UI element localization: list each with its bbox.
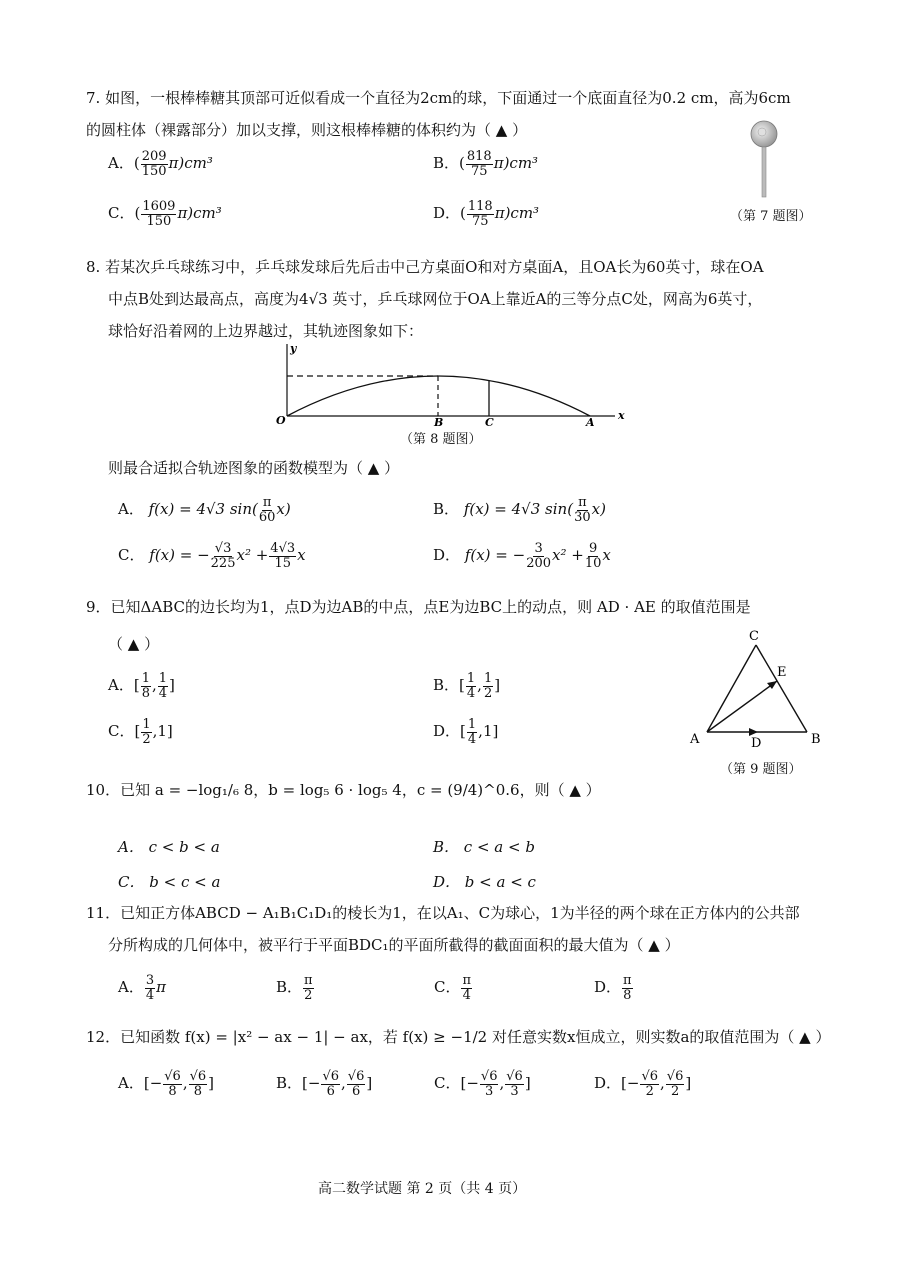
option-label: D． <box>433 546 461 565</box>
interval-end: ,1] <box>478 722 499 741</box>
option-label: B． <box>433 676 460 695</box>
option-label: B． <box>433 154 460 173</box>
fraction: $\frac{818}{75}$ <box>466 149 492 179</box>
q8-option-b <box>433 496 606 524</box>
option-label: D． <box>594 1074 622 1093</box>
q11-option-c <box>434 974 473 1002</box>
formula-part: f(x) = 4√3 sin( <box>463 500 574 519</box>
paren: ( <box>460 204 466 223</box>
side-ac <box>707 645 756 732</box>
q7-option-d <box>433 200 539 228</box>
q10-option-a: A． c < b < a <box>118 838 220 856</box>
fraction: $\frac{3}{4}$ <box>145 973 155 1003</box>
q11-option-d <box>594 974 634 1002</box>
q9-option-a: A．[ $\frac{1}{8}$ , $\frac{1}{4}$ ] <box>108 671 175 701</box>
fraction: $\frac{\pi}{8}$ <box>623 973 632 1003</box>
q9-option-c <box>108 718 173 746</box>
q8-option-c <box>118 542 306 570</box>
q9-option-b: B．[ $\frac{1}{4}$ , $\frac{1}{2}$ ] <box>433 671 501 701</box>
q8-option-a <box>118 496 291 524</box>
formula-part: x) <box>276 500 291 519</box>
q7-option-c <box>108 200 222 228</box>
option-label: A． <box>118 1074 144 1093</box>
point-a-label: A <box>586 416 595 428</box>
point-d-label: D <box>751 736 762 750</box>
formula-part: x) <box>591 500 606 519</box>
option-label: D． <box>433 722 461 741</box>
option-label: B． <box>276 978 303 997</box>
fraction: $\frac{3}{200}$ <box>526 541 552 571</box>
vector-ae <box>707 681 777 732</box>
fraction: $\frac{\pi}{2}$ <box>304 973 313 1003</box>
q8-option-d <box>433 542 611 570</box>
q7-figure-caption: （第 7 题图） <box>730 209 812 224</box>
point-c-label: C <box>485 416 494 428</box>
bracket: [ <box>460 722 466 741</box>
q11-stem-line1: 11．已知正方体ABCD − A₁B₁C₁D₁的棱长为1，在以A₁、C为球心，1为半径的两个球在正方体内的公共部 <box>86 904 800 922</box>
fraction: $\frac{√6}{8}$ <box>164 1069 181 1099</box>
fraction: $\frac{118}{75}$ <box>467 199 493 229</box>
pi: π <box>156 978 166 997</box>
q7-stem-line1: 7. 如图，一根棒棒糖其顶部可近似看成一个直径为2cm的球，下面通过一个底面直径为0.2 cm，高为6cm <box>86 89 791 107</box>
side-bc <box>756 645 807 732</box>
unit: π)cm³ <box>177 204 222 223</box>
bracket: [ <box>134 722 141 741</box>
fraction: $\frac{1}{4}$ <box>466 671 476 701</box>
point-o-label: O <box>276 414 286 427</box>
formula-part: f(x) = 4√3 sin( <box>148 500 258 519</box>
fraction: $\frac{\pi}{30}$ <box>574 495 591 525</box>
q10-option-d: D． b < a < c <box>433 873 536 891</box>
fraction: $\frac{1}{8}$ <box>141 671 150 701</box>
unit: π)cm³ <box>494 204 540 223</box>
q10-stem: 10．已知 a = −log₁/₆ 8，b = log₅ 6 · log₅ 4，c = (9/4)^0.6，则（ ▲ ） <box>86 781 601 799</box>
q12-stem: 12．已知函数 f(x) = |x² − ax − 1| − ax，若 f(x) ≥ −1/2 对任意实数x恒成立，则实数a的取值范围为（ ▲ ） <box>86 1028 831 1046</box>
option-label: B． <box>433 500 460 519</box>
q7-option-a <box>108 150 213 178</box>
q12-option-d: D．[− $\frac{√6}{2}$ , $\frac{√6}{2}$ ] <box>594 1069 692 1099</box>
bracket: ] <box>494 676 501 695</box>
q12-option-c: C．[− $\frac{√6}{3}$ , $\frac{√6}{3}$ ] <box>434 1069 531 1099</box>
unit: π)cm³ <box>168 154 213 173</box>
formula-part: x <box>602 546 611 565</box>
formula-part: x² + <box>236 546 269 565</box>
bracket: [ <box>459 676 465 695</box>
q11-option-a <box>118 974 166 1002</box>
option-label: A． <box>108 154 134 173</box>
unit: π)cm³ <box>493 154 539 173</box>
vertex-a-label: A <box>690 732 700 747</box>
vertex-c-label: C <box>749 629 759 644</box>
option-label: B． <box>276 1074 303 1093</box>
paren: ( <box>134 204 141 223</box>
fraction: $\frac{209}{150}$ <box>141 149 167 179</box>
formula-part: f(x) = − <box>464 546 526 565</box>
fraction: $\frac{1}{4}$ <box>467 717 477 747</box>
trajectory-graph <box>270 338 630 428</box>
q11-stem-line2: 分所构成的几何体中，被平行于平面BDC₁的平面所截得的截面面积的最大值为（ ▲ ） <box>108 936 680 954</box>
bracket: ] <box>169 676 175 695</box>
option-label: C． <box>118 546 145 565</box>
q8-stem-line1: 8. 若某次乒乓球练习中，乒乓球发球后先后击中己方桌面O和对方桌面A，且OA长为60英寸，球在OA <box>86 258 764 276</box>
bracket: [ <box>133 676 140 695</box>
paren: ( <box>459 154 465 173</box>
q11-option-b <box>276 974 315 1002</box>
q8-stem-line3: 球恰好沿着网的上边界越过，其轨迹图象如下： <box>108 322 424 340</box>
q9-stem-line2: （ ▲ ） <box>108 635 160 653</box>
point-e-label: E <box>777 665 787 680</box>
arrowhead-ad <box>749 728 758 736</box>
fraction: $\frac{√6}{3}$ <box>506 1069 523 1099</box>
q8-stem-line2: 中点B处到达最高点，高度为4√3 英寸，乒乓球网位于OA上靠近A的三等分点C处，网高为6英寸， <box>108 290 763 308</box>
point-b-label: B <box>434 416 444 428</box>
option-label: C． <box>108 722 135 741</box>
q10-option-b: B． c < a < b <box>433 838 535 856</box>
option-label: D． <box>433 204 461 223</box>
fraction: $\frac{1}{2}$ <box>483 671 493 701</box>
fraction: $\frac{1}{2}$ <box>142 717 151 747</box>
fraction: $\frac{√6}{2}$ <box>641 1069 659 1099</box>
option-label: C． <box>108 204 135 223</box>
q9-figure-caption: （第 9 题图） <box>720 762 802 777</box>
q8-question: 则最合适拟合轨迹图象的函数模型为（ ▲ ） <box>108 459 400 477</box>
formula-part: x <box>297 546 306 565</box>
fraction: $\frac{1}{4}$ <box>158 671 168 701</box>
y-axis-label: y <box>290 342 297 355</box>
fraction: $\frac{\pi}{60}$ <box>258 495 276 525</box>
page-footer: 高二数学试题 第 2 页（共 4 页） <box>318 1181 527 1197</box>
q12-option-a: A．[− $\frac{√6}{8}$ , $\frac{√6}{8}$ ] <box>118 1069 215 1099</box>
q12-option-b: B．[− $\frac{√6}{6}$ , $\frac{√6}{6}$ ] <box>276 1069 373 1099</box>
option-label: D． <box>594 978 622 997</box>
paren: ( <box>133 154 140 173</box>
fraction: $\frac{√6}{6}$ <box>347 1069 365 1099</box>
fraction: $\frac{√6}{6}$ <box>322 1069 340 1099</box>
fraction: $\frac{1609}{150}$ <box>142 199 176 229</box>
q7-option-b <box>433 150 538 178</box>
lollipop-illustration <box>735 118 795 200</box>
option-label: C． <box>434 978 461 997</box>
fraction: $\frac{4√3}{15}$ <box>270 541 296 571</box>
vertex-b-label: B <box>811 732 821 747</box>
triangle-figure <box>685 625 830 750</box>
fraction: $\frac{√6}{2}$ <box>666 1069 684 1099</box>
fraction: $\frac{9}{10}$ <box>584 541 602 571</box>
q10-option-c: C． b < c < a <box>118 873 221 891</box>
formula-part: x² + <box>552 546 584 565</box>
interval-end: ,1] <box>152 722 173 741</box>
fraction: $\frac{\pi}{4}$ <box>462 973 472 1003</box>
option-label: C． <box>434 1074 461 1093</box>
q8-figure-caption: （第 8 题图） <box>400 432 482 447</box>
formula-part: f(x) = − <box>149 546 210 565</box>
q9-stem-line1: 9．已知ΔABC的边长均为1，点D为边AB的中点，点E为边BC上的动点，则 AD · AE 的取值范围是 <box>86 598 751 616</box>
option-label: A． <box>108 676 134 695</box>
fraction: $\frac{√3}{225}$ <box>210 541 236 571</box>
option-label: A． <box>118 978 144 997</box>
q7-stem-line2: 的圆柱体（裸露部分）加以支撑，则这根棒棒糖的体积约为（ ▲ ） <box>86 121 528 139</box>
q9-option-d <box>433 718 498 746</box>
x-axis-label: x <box>618 409 625 422</box>
option-label: A． <box>118 500 144 519</box>
fraction: $\frac{√6}{8}$ <box>189 1069 207 1099</box>
fraction: $\frac{√6}{3}$ <box>480 1069 498 1099</box>
